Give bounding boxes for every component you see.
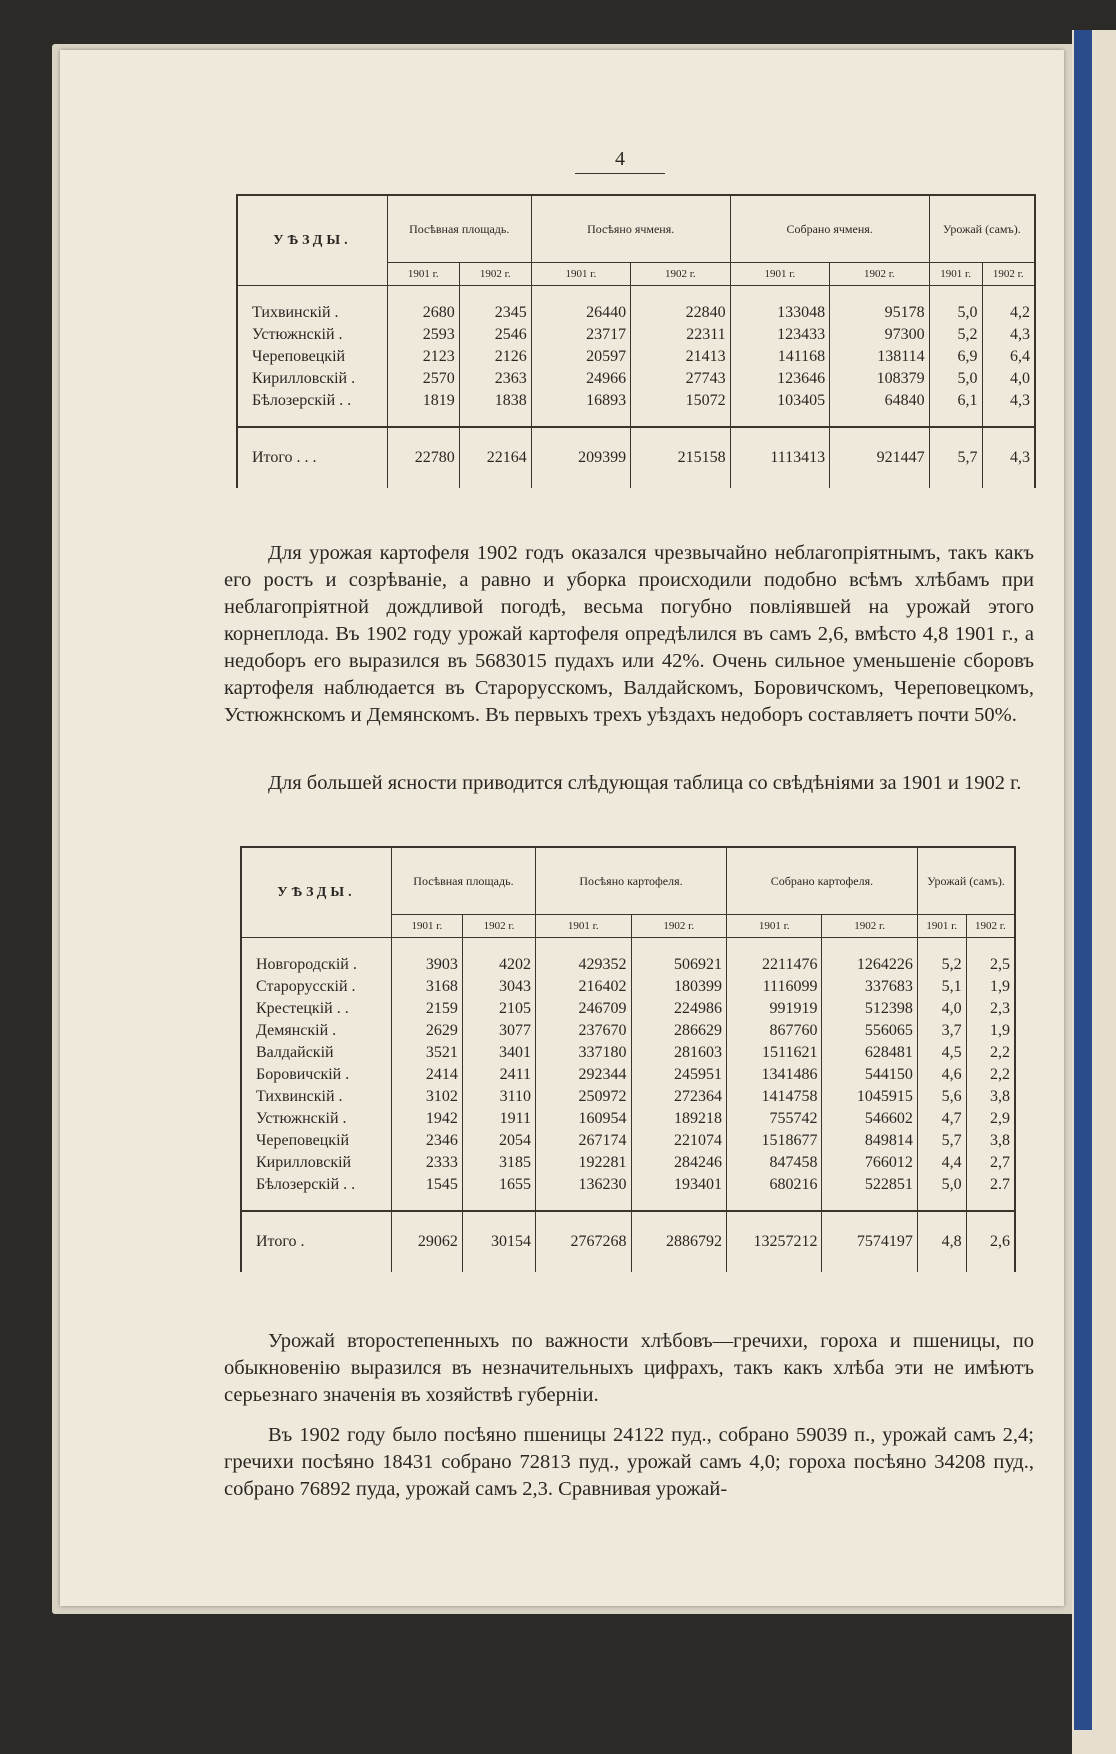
paragraph-table-intro: Для большей ясности приводится слѣдующая таблица со свѣдѣніями за 1901 и 1902 г. [268,772,1022,794]
header-year: 1901 г. [536,915,631,938]
district-name: Валдайскій [241,1042,391,1064]
cell-value: 628481 [822,1042,917,1064]
table-row [241,1020,1015,1042]
total-label: Итого . . . [237,427,387,488]
cell-value: 189218 [631,1108,726,1130]
header-year: 1901 г. [726,915,821,938]
cell-value: 3,7 [917,1020,966,1042]
cell-value: 2546 [459,324,531,346]
total-value: 7574197 [822,1211,917,1272]
cell-value: 680216 [726,1174,821,1196]
table-potato [240,846,1016,1272]
table-row [237,346,1035,368]
cell-value: 1,9 [966,1020,1015,1042]
total-value: 22164 [459,427,531,488]
header-sown-area: Посѣвная площадь. [387,195,531,263]
cell-value: 546602 [822,1108,917,1130]
table-spacer [237,412,1035,427]
total-value: 4,8 [917,1211,966,1272]
cell-value: 1942 [391,1108,462,1130]
district-name: Кирилловскій [241,1152,391,1174]
cell-value: 4,0 [982,368,1035,390]
total-value: 29062 [391,1211,462,1272]
cell-value: 755742 [726,1108,821,1130]
cell-value: 138114 [830,346,929,368]
cell-value: 141168 [730,346,829,368]
total-value: 209399 [531,427,630,488]
district-name: Тихвинскій . [237,286,387,325]
cell-value: 3102 [391,1086,462,1108]
cell-value: 2211476 [726,938,821,977]
cell-value: 991919 [726,998,821,1020]
cell-value: 4,5 [917,1042,966,1064]
total-value: 1113413 [730,427,829,488]
header-year: 1901 г. [917,915,966,938]
header-sown-area: Посѣвная площадь. [391,847,535,915]
cell-value: 192281 [536,1152,631,1174]
cell-value: 4,3 [982,390,1035,412]
cell-value: 4,4 [917,1152,966,1174]
district-name: Старорусскій . [241,976,391,998]
cell-value: 2.7 [966,1174,1015,1196]
cell-value: 224986 [631,998,726,1020]
paragraph-minor-crops: Урожай второстепенныхъ по важности хлѣбовъ—гречихи, гороха и пшеницы, по обыкновенію выразился въ незначительныхъ цифрахъ, такъ какъ хлѣба эти не имѣютъ серьезнаго значенія въ хозяйствѣ губерніи. [224,1330,1034,1406]
district-name: Демянскій . [241,1020,391,1042]
total-value: 921447 [830,427,929,488]
cell-value: 64840 [830,390,929,412]
table-row [241,1130,1015,1152]
district-name: Устюжнскій . [237,324,387,346]
header-yield: Урожай (самъ). [929,195,1035,263]
table-row [241,1152,1015,1174]
total-value: 4,3 [982,427,1035,488]
cell-value: 136230 [536,1174,631,1196]
table-row [241,1174,1015,1196]
cell-value: 281603 [631,1042,726,1064]
cell-value: 97300 [830,324,929,346]
header-year: 1901 г. [387,263,459,286]
cell-value: 3168 [391,976,462,998]
cell-value: 867760 [726,1020,821,1042]
cell-value: 3,8 [966,1130,1015,1152]
table-row [241,998,1015,1020]
header-barley-sown: Посѣяно ячменя. [531,195,730,263]
cell-value: 2414 [391,1064,462,1086]
cell-value: 5,2 [929,324,982,346]
cell-value: 5,2 [917,938,966,977]
page-number: 4 [575,148,665,174]
cell-value: 2,5 [966,938,1015,977]
header-year: 1901 г. [929,263,982,286]
cell-value: 6,4 [982,346,1035,368]
cell-value: 6,1 [929,390,982,412]
table-barley [236,194,1036,488]
cell-value: 216402 [536,976,631,998]
district-name: Бѣлозерскій . . [237,390,387,412]
cell-value: 512398 [822,998,917,1020]
total-value: 2,6 [966,1211,1015,1272]
total-value: 2767268 [536,1211,631,1272]
district-name: Череповецкій [237,346,387,368]
table-row [241,1064,1015,1086]
cell-value: 3903 [391,938,462,977]
cell-value: 2,3 [966,998,1015,1020]
cell-value: 3110 [462,1086,535,1108]
cell-value: 4,3 [982,324,1035,346]
table-total-row [237,427,1035,488]
cell-value: 15072 [631,390,730,412]
cell-value: 23717 [531,324,630,346]
cell-value: 2346 [391,1130,462,1152]
cell-value: 2570 [387,368,459,390]
cell-value: 21413 [631,346,730,368]
binding-strip [1074,30,1092,1730]
cell-value: 1264226 [822,938,917,977]
cell-value: 95178 [830,286,929,325]
cell-value: 1116099 [726,976,821,998]
header-year: 1902 г. [966,915,1015,938]
cell-value: 108379 [830,368,929,390]
table-row [237,324,1035,346]
paragraph-potato-harvest: Для урожая картофеля 1902 годъ оказался чрезвычайно неблагопріятнымъ, такъ какъ его ростъ и созрѣваніе, а равно и уборка происходили подобно всѣмъ хлѣбамъ при неблагопріятной дождливой погодѣ, весьма погубно повліявшей на урожай этого корнеплода. Въ 1902 году урожай картофеля опредѣлился въ самъ 2,6, вмѣсто 4,8 1901 г., а недоборъ его выразился въ 5683015 пудахъ или 42%. Очень сильное уменьшеніе сборовъ картофеля наблюдается въ Старорусскомъ, Валдайскомъ, Боровичскомъ, Череповецкомъ, Устюжнскомъ и Демянскомъ. Въ первыхъ трехъ уѣздахъ недоборъ составляетъ почти 50%. [224,542,1034,726]
header-year: 1901 г. [531,263,630,286]
cell-value: 2105 [462,998,535,1020]
cell-value: 4,0 [917,998,966,1020]
header-potato-collected: Собрано картофеля. [726,847,917,915]
table-row [241,1108,1015,1130]
cell-value: 2,7 [966,1152,1015,1174]
cell-value: 16893 [531,390,630,412]
cell-value: 337180 [536,1042,631,1064]
table-row [241,1086,1015,1108]
cell-value: 4,6 [917,1064,966,1086]
cell-value: 1819 [387,390,459,412]
cell-value: 5,7 [917,1130,966,1152]
cell-value: 133048 [730,286,829,325]
header-year: 1902 г. [822,915,917,938]
cell-value: 2411 [462,1064,535,1086]
cell-value: 506921 [631,938,726,977]
district-name: Устюжнскій . [241,1108,391,1130]
cell-value: 1545 [391,1174,462,1196]
cell-value: 3077 [462,1020,535,1042]
district-name: Кирилловскій . [237,368,387,390]
cell-value: 2,9 [966,1108,1015,1130]
cell-value: 1,9 [966,976,1015,998]
cell-value: 24966 [531,368,630,390]
cell-value: 123646 [730,368,829,390]
cell-value: 849814 [822,1130,917,1152]
cell-value: 766012 [822,1152,917,1174]
cell-value: 2345 [459,286,531,325]
cell-value: 2,2 [966,1064,1015,1086]
cell-value: 245951 [631,1064,726,1086]
district-name: Боровичскій . [241,1064,391,1086]
cell-value: 556065 [822,1020,917,1042]
table-total-row [241,1211,1015,1272]
cell-value: 544150 [822,1064,917,1086]
cell-value: 246709 [536,998,631,1020]
cell-value: 221074 [631,1130,726,1152]
cell-value: 160954 [536,1108,631,1130]
cell-value: 3185 [462,1152,535,1174]
cell-value: 1511621 [726,1042,821,1064]
table-row [241,1042,1015,1064]
cell-value: 1414758 [726,1086,821,1108]
cell-value: 2159 [391,998,462,1020]
cell-value: 1518677 [726,1130,821,1152]
cell-value: 286629 [631,1020,726,1042]
cell-value: 1655 [462,1174,535,1196]
cell-value: 180399 [631,976,726,998]
cell-value: 250972 [536,1086,631,1108]
table-row [237,286,1035,325]
cell-value: 2680 [387,286,459,325]
cell-value: 20597 [531,346,630,368]
cell-value: 237670 [536,1020,631,1042]
cell-value: 1838 [459,390,531,412]
header-potato-sown: Посѣяно картофеля. [536,847,727,915]
cell-value: 337683 [822,976,917,998]
cell-value: 22311 [631,324,730,346]
total-value: 215158 [631,427,730,488]
cell-value: 2593 [387,324,459,346]
district-name: Новгородскій . [241,938,391,977]
table-row [241,938,1015,977]
cell-value: 4202 [462,938,535,977]
cell-value: 429352 [536,938,631,977]
cell-value: 2363 [459,368,531,390]
table-spacer [241,1196,1015,1211]
cell-value: 3401 [462,1042,535,1064]
total-value: 22780 [387,427,459,488]
cell-value: 2123 [387,346,459,368]
header-yield: Урожай (самъ). [917,847,1015,915]
cell-value: 2333 [391,1152,462,1174]
cell-value: 1911 [462,1108,535,1130]
table-row [237,390,1035,412]
cell-value: 847458 [726,1152,821,1174]
district-name: Крестецкій . . [241,998,391,1020]
header-year: 1901 г. [730,263,829,286]
cell-value: 193401 [631,1174,726,1196]
header-year: 1902 г. [982,263,1035,286]
cell-value: 3,8 [966,1086,1015,1108]
header-year: 1902 г. [459,263,531,286]
header-barley-collected: Собрано ячменя. [730,195,929,263]
total-value: 13257212 [726,1211,821,1272]
header-uezd: УѢЗДЫ. [241,847,391,938]
header-year: 1901 г. [391,915,462,938]
total-value: 2886792 [631,1211,726,1272]
cell-value: 4,7 [917,1108,966,1130]
cell-value: 522851 [822,1174,917,1196]
cell-value: 26440 [531,286,630,325]
cell-value: 1341486 [726,1064,821,1086]
cell-value: 272364 [631,1086,726,1108]
header-uezd: УѢЗДЫ. [237,195,387,286]
cell-value: 123433 [730,324,829,346]
cell-value: 292344 [536,1064,631,1086]
cell-value: 4,2 [982,286,1035,325]
cell-value: 103405 [730,390,829,412]
cell-value: 22840 [631,286,730,325]
header-year: 1902 г. [631,263,730,286]
total-value: 30154 [462,1211,535,1272]
header-year: 1902 г. [631,915,726,938]
cell-value: 1045915 [822,1086,917,1108]
table-row [237,368,1035,390]
district-name: Череповецкій [241,1130,391,1152]
cell-value: 5,0 [929,286,982,325]
cell-value: 2126 [459,346,531,368]
cell-value: 2054 [462,1130,535,1152]
district-name: Тихвинскій . [241,1086,391,1108]
district-name: Бѣлозерскій . . [241,1174,391,1196]
cell-value: 3521 [391,1042,462,1064]
cell-value: 267174 [536,1130,631,1152]
cell-value: 5,1 [917,976,966,998]
cell-value: 27743 [631,368,730,390]
header-year: 1902 г. [830,263,929,286]
cell-value: 2,2 [966,1042,1015,1064]
total-value: 5,7 [929,427,982,488]
cell-value: 2629 [391,1020,462,1042]
total-label: Итого . [241,1211,391,1272]
header-year: 1902 г. [462,915,535,938]
cell-value: 284246 [631,1152,726,1174]
table-row [241,976,1015,998]
cell-value: 5,0 [929,368,982,390]
cell-value: 5,6 [917,1086,966,1108]
cell-value: 3043 [462,976,535,998]
paragraph-crop-figures: Въ 1902 году было посѣяно пшеницы 24122 пуд., собрано 59039 п., урожай самъ 2,4; гречихи посѣяно 18431 собрано 72813 пуд., урожай самъ 4,0; гороха посѣяно 34208 пуд., собрано 76892 пуда, урожай самъ 2,3. Сравнивая урожай- [224,1424,1034,1500]
cell-value: 5,0 [917,1174,966,1196]
cell-value: 6,9 [929,346,982,368]
